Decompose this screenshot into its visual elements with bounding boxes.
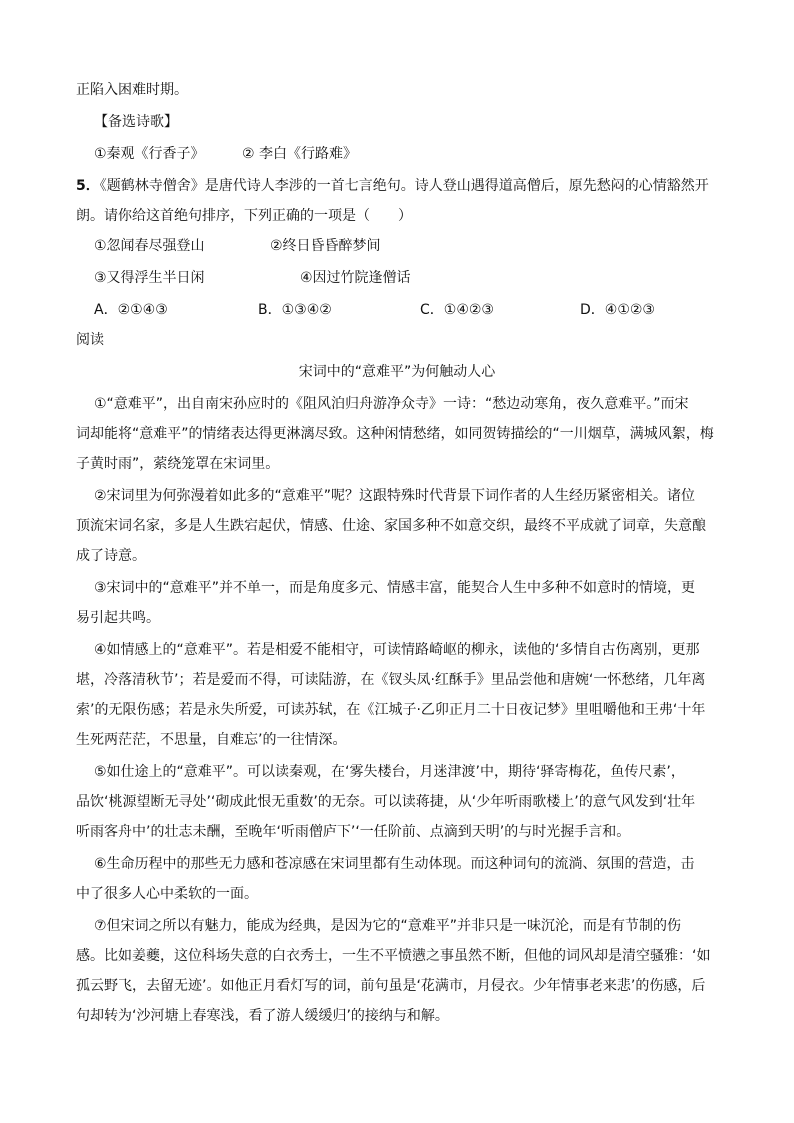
paragraph-7-line: ⑦但宋词之所以有魅力，能成为经典，是因为它的“意难平”并非只是一味沉沦，而是有节制的伤 — [94, 918, 682, 934]
paragraph-3-line: ③宋词中的“意难平”并不单一，而是角度多元、情感丰富，能契合人生中多种不如意时的情境，更 — [94, 580, 696, 596]
choice-a: A．②①④③ — [94, 302, 168, 318]
paragraph-2-line: ②宋词里为何弥漫着如此多的“意难平”呢？这跟特殊时代背景下词作者的人生经历紧密相关。诸位 — [94, 488, 696, 504]
backup-poem-2: ② 李白《行路难》 — [242, 146, 358, 162]
paragraph-5-line: ⑤如仕途上的“意难平”。可以读秦观，在‘雾失楼台，月迷津渡’中，期待‘驿寄梅花，鱼传尺素’， — [94, 764, 685, 780]
paragraph-5-line: 品饮‘桃源望断无寻处’‘砌成此恨无重数’的无奈。可以读蒋捷，从‘少年听雨歌楼上’的意气风发到‘壮年 — [76, 794, 696, 810]
intro-tail: 正陷入困难时期。 — [76, 82, 188, 98]
paragraph-5-line: 听雨客舟中’的壮志未酬，至晚年‘听雨僧庐下’‘一任阶前、点滴到天明’的与时光握手言和。 — [76, 824, 631, 840]
paragraph-3-line: 易引起共鸣。 — [76, 610, 160, 626]
question-5-line-1 — [76, 176, 709, 196]
paragraph-6-line: 中了很多人心中柔软的一面。 — [76, 886, 258, 902]
question-5-line-2: 朗。请你给这首绝句排序，下列正确的一项是（ ） — [76, 208, 412, 224]
poem-line-2: ②终日昏昏醉梦间 — [270, 238, 381, 254]
paragraph-1-line: 词却能将“意难平”的情绪表达得更淋漓尽致。这种闲情愁绪，如同贺铸描绘的“一川烟草，满城风絮，梅 — [76, 426, 714, 442]
paragraph-7-line: 感。比如姜夔，这位科场失意的白衣秀士，一生不平愤懑之事虽然不断，但他的词风却是清空骚雅：‘如 — [76, 948, 711, 964]
backup-poem-1: ①秦观《行香子》 — [94, 146, 205, 162]
paragraph-7-line: 句却转为‘沙河塘上春寒浅，看了游人缓缓归’的接纳与和解。 — [76, 1008, 449, 1024]
paragraph-1-line: 子黄时雨”，萦绕笼罩在宋词里。 — [76, 456, 280, 472]
choice-b: B．①③④② — [258, 302, 332, 318]
poem-line-1: ①忽闻春尽强登山 — [94, 238, 205, 254]
paragraph-4-line: 生死两茫茫，不思量，自难忘’的一往情深。 — [76, 732, 347, 748]
paragraph-2-line: 顶流宋词名家，多是人生跌宕起伏，情感、仕途、家国多种不如意交织，最终不平成就了词章，失意酿 — [76, 518, 706, 534]
paragraph-4-line: 索’的无限伤感；若是永失所爱，可读苏轼，在《江城子·乙卯正月二十日夜记梦》里咀嚼他和王弗‘十年 — [76, 702, 706, 718]
paragraph-7-line: 孤云野飞，去留无迹’。如他正月看灯写的词，前句虽是‘花满市，月侵衣。少年情事老来悲’的伤感，后 — [76, 978, 706, 994]
question-text: 《题鹤林寺僧舍》是唐代诗人李涉的一首七言绝句。诗人登山遇得道高僧后，原先愁闷的心情豁然开 — [99, 178, 709, 194]
choice-d: D．④①②③ — [580, 302, 655, 318]
backup-poems-header: 【备选诗歌】 — [94, 114, 178, 130]
paragraph-2-line: 成了诗意。 — [76, 548, 146, 564]
paragraph-1-line: ①“意难平”，出自南宋孙应时的《阻风泊归舟游净众寺》一诗：“愁边动寒角，夜久意难平。”而宋 — [94, 396, 689, 412]
poem-line-4: ④因过竹院逢僧话 — [300, 270, 411, 286]
paragraph-4-line: 堪，冷落清秋节’；若是爱而不得，可读陆游，在《钗头凤·红酥手》里品尝他和唐婉‘一怀愁绪，几年离 — [76, 672, 706, 688]
paragraph-6-line: ⑥生命历程中的那些无力感和苍凉感在宋词里都有生动体现。而这种词句的流淌、氛围的营造，击 — [94, 856, 695, 872]
paragraph-4-line: ④如情感上的“意难平”。若是相爱不能相守，可读情路崎岖的柳永，读他的‘多情自古伤离别，更那 — [94, 642, 700, 658]
article-title: 宋词中的“意难平”为何触动人心 — [298, 364, 496, 380]
choice-c: C．①④②③ — [420, 302, 494, 318]
question-number: 5． — [76, 178, 100, 194]
reading-label: 阅读 — [76, 332, 104, 348]
poem-line-3: ③又得浮生半日闲 — [94, 270, 205, 286]
